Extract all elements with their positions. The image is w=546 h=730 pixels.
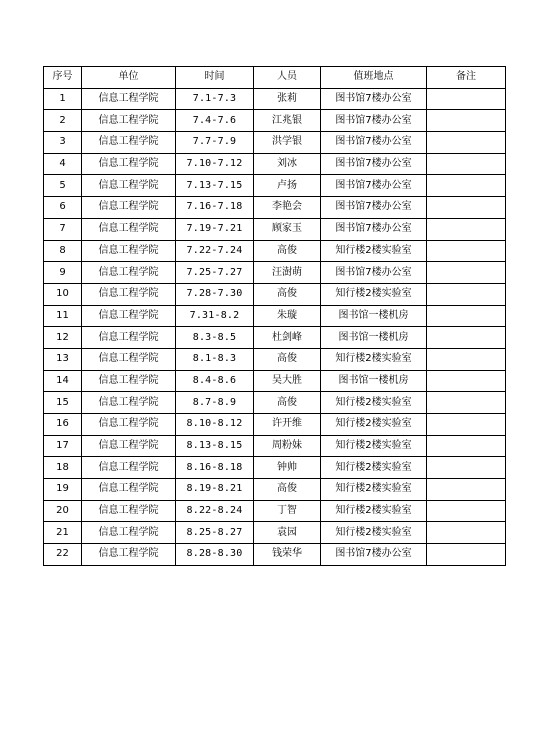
table-row (44, 110, 506, 132)
cell-note (427, 110, 506, 132)
cell-place: 图书馆7楼办公室 (321, 175, 427, 197)
table-row (44, 457, 506, 479)
table-row (44, 500, 506, 522)
cell-unit: 信息工程学院 (82, 197, 176, 219)
cell-note (427, 88, 506, 110)
cell-unit: 信息工程学院 (82, 522, 176, 544)
cell-unit: 信息工程学院 (82, 544, 176, 566)
cell-index: 7 (44, 218, 82, 240)
cell-place: 图书馆7楼办公室 (321, 262, 427, 284)
cell-place: 知行楼2楼实验室 (321, 479, 427, 501)
cell-person: 许开维 (254, 414, 321, 436)
table-header-row (44, 67, 506, 89)
cell-place: 知行楼2楼实验室 (321, 457, 427, 479)
cell-time: 7.22-7.24 (176, 240, 254, 262)
cell-time: 7.1-7.3 (176, 88, 254, 110)
cell-time: 7.28-7.30 (176, 283, 254, 305)
cell-person: 朱璇 (254, 305, 321, 327)
cell-index: 14 (44, 370, 82, 392)
cell-note (427, 197, 506, 219)
cell-unit: 信息工程学院 (82, 88, 176, 110)
cell-unit: 信息工程学院 (82, 153, 176, 175)
cell-unit: 信息工程学院 (82, 327, 176, 349)
cell-unit: 信息工程学院 (82, 283, 176, 305)
cell-unit: 信息工程学院 (82, 132, 176, 154)
cell-person: 钱荣华 (254, 544, 321, 566)
table-row (44, 262, 506, 284)
cell-place: 图书馆一楼机房 (321, 305, 427, 327)
cell-note (427, 175, 506, 197)
cell-time: 8.22-8.24 (176, 500, 254, 522)
cell-time: 7.25-7.27 (176, 262, 254, 284)
cell-time: 7.31-8.2 (176, 305, 254, 327)
cell-index: 11 (44, 305, 82, 327)
table-row (44, 435, 506, 457)
cell-index: 4 (44, 153, 82, 175)
cell-index: 1 (44, 88, 82, 110)
cell-time: 7.4-7.6 (176, 110, 254, 132)
table-row (44, 305, 506, 327)
cell-place: 知行楼2楼实验室 (321, 392, 427, 414)
table-row (44, 153, 506, 175)
cell-person: 袁园 (254, 522, 321, 544)
cell-time: 8.7-8.9 (176, 392, 254, 414)
cell-person: 江兆银 (254, 110, 321, 132)
cell-place: 知行楼2楼实验室 (321, 522, 427, 544)
cell-person: 高俊 (254, 283, 321, 305)
header-note: 备注 (427, 67, 506, 89)
cell-index: 3 (44, 132, 82, 154)
cell-index: 22 (44, 544, 82, 566)
cell-person: 卢扬 (254, 175, 321, 197)
cell-person: 吴大胜 (254, 370, 321, 392)
table-row (44, 218, 506, 240)
table-row (44, 522, 506, 544)
cell-person: 周粉妹 (254, 435, 321, 457)
cell-time: 7.7-7.9 (176, 132, 254, 154)
cell-time: 8.1-8.3 (176, 348, 254, 370)
cell-person: 钟帅 (254, 457, 321, 479)
table-body (44, 88, 506, 565)
cell-note (427, 240, 506, 262)
cell-unit: 信息工程学院 (82, 218, 176, 240)
cell-place: 图书馆7楼办公室 (321, 544, 427, 566)
cell-index: 9 (44, 262, 82, 284)
cell-time: 7.10-7.12 (176, 153, 254, 175)
cell-note (427, 500, 506, 522)
cell-note (427, 262, 506, 284)
cell-unit: 信息工程学院 (82, 479, 176, 501)
cell-place: 知行楼2楼实验室 (321, 240, 427, 262)
cell-note (427, 544, 506, 566)
cell-time: 8.16-8.18 (176, 457, 254, 479)
cell-person: 高俊 (254, 240, 321, 262)
cell-place: 图书馆7楼办公室 (321, 218, 427, 240)
cell-index: 15 (44, 392, 82, 414)
cell-time: 8.28-8.30 (176, 544, 254, 566)
cell-place: 图书馆7楼办公室 (321, 197, 427, 219)
cell-unit: 信息工程学院 (82, 392, 176, 414)
cell-index: 13 (44, 348, 82, 370)
cell-person: 顾家玉 (254, 218, 321, 240)
cell-place: 知行楼2楼实验室 (321, 435, 427, 457)
cell-unit: 信息工程学院 (82, 435, 176, 457)
cell-note (427, 435, 506, 457)
table-row (44, 544, 506, 566)
cell-index: 19 (44, 479, 82, 501)
cell-note (427, 522, 506, 544)
table-row (44, 370, 506, 392)
table-row (44, 479, 506, 501)
cell-time: 8.10-8.12 (176, 414, 254, 436)
cell-place: 知行楼2楼实验室 (321, 414, 427, 436)
cell-unit: 信息工程学院 (82, 175, 176, 197)
cell-place: 图书馆7楼办公室 (321, 88, 427, 110)
cell-unit: 信息工程学院 (82, 414, 176, 436)
cell-index: 8 (44, 240, 82, 262)
cell-unit: 信息工程学院 (82, 262, 176, 284)
cell-time: 8.19-8.21 (176, 479, 254, 501)
cell-note (427, 153, 506, 175)
cell-index: 2 (44, 110, 82, 132)
cell-person: 高俊 (254, 392, 321, 414)
cell-place: 图书馆7楼办公室 (321, 153, 427, 175)
cell-person: 高俊 (254, 479, 321, 501)
cell-time: 8.3-8.5 (176, 327, 254, 349)
cell-note (427, 414, 506, 436)
duty-schedule-table (43, 66, 506, 566)
table-row (44, 197, 506, 219)
table-row (44, 392, 506, 414)
cell-note (427, 283, 506, 305)
table-row (44, 348, 506, 370)
cell-person: 张莉 (254, 88, 321, 110)
cell-index: 17 (44, 435, 82, 457)
cell-person: 丁智 (254, 500, 321, 522)
cell-time: 7.19-7.21 (176, 218, 254, 240)
cell-place: 知行楼2楼实验室 (321, 283, 427, 305)
cell-person: 高俊 (254, 348, 321, 370)
cell-person: 杜剑峰 (254, 327, 321, 349)
header-place: 值班地点 (321, 67, 427, 89)
cell-unit: 信息工程学院 (82, 348, 176, 370)
table-row (44, 283, 506, 305)
cell-place: 图书馆一楼机房 (321, 327, 427, 349)
header-time: 时间 (176, 67, 254, 89)
table-row (44, 132, 506, 154)
cell-place: 图书馆7楼办公室 (321, 132, 427, 154)
cell-note (427, 392, 506, 414)
cell-index: 12 (44, 327, 82, 349)
cell-time: 8.13-8.15 (176, 435, 254, 457)
cell-note (427, 327, 506, 349)
cell-note (427, 305, 506, 327)
cell-index: 18 (44, 457, 82, 479)
header-index: 序号 (44, 67, 82, 89)
cell-time: 7.13-7.15 (176, 175, 254, 197)
cell-place: 知行楼2楼实验室 (321, 348, 427, 370)
cell-note (427, 348, 506, 370)
cell-index: 21 (44, 522, 82, 544)
cell-note (427, 218, 506, 240)
cell-person: 汪澍萌 (254, 262, 321, 284)
cell-note (427, 479, 506, 501)
cell-index: 6 (44, 197, 82, 219)
header-person: 人员 (254, 67, 321, 89)
cell-unit: 信息工程学院 (82, 305, 176, 327)
cell-place: 知行楼2楼实验室 (321, 500, 427, 522)
cell-unit: 信息工程学院 (82, 110, 176, 132)
cell-index: 10 (44, 283, 82, 305)
cell-index: 20 (44, 500, 82, 522)
cell-unit: 信息工程学院 (82, 370, 176, 392)
cell-unit: 信息工程学院 (82, 457, 176, 479)
cell-index: 5 (44, 175, 82, 197)
cell-time: 7.16-7.18 (176, 197, 254, 219)
table-row (44, 414, 506, 436)
cell-person: 洪学银 (254, 132, 321, 154)
cell-unit: 信息工程学院 (82, 240, 176, 262)
cell-note (427, 370, 506, 392)
table-row (44, 88, 506, 110)
cell-place: 图书馆一楼机房 (321, 370, 427, 392)
cell-time: 8.25-8.27 (176, 522, 254, 544)
cell-note (427, 132, 506, 154)
table-row (44, 175, 506, 197)
cell-time: 8.4-8.6 (176, 370, 254, 392)
cell-person: 李艳会 (254, 197, 321, 219)
cell-person: 刘冰 (254, 153, 321, 175)
cell-unit: 信息工程学院 (82, 500, 176, 522)
table-row (44, 240, 506, 262)
cell-note (427, 457, 506, 479)
cell-index: 16 (44, 414, 82, 436)
table-row (44, 327, 506, 349)
header-unit: 单位 (82, 67, 176, 89)
cell-place: 图书馆7楼办公室 (321, 110, 427, 132)
